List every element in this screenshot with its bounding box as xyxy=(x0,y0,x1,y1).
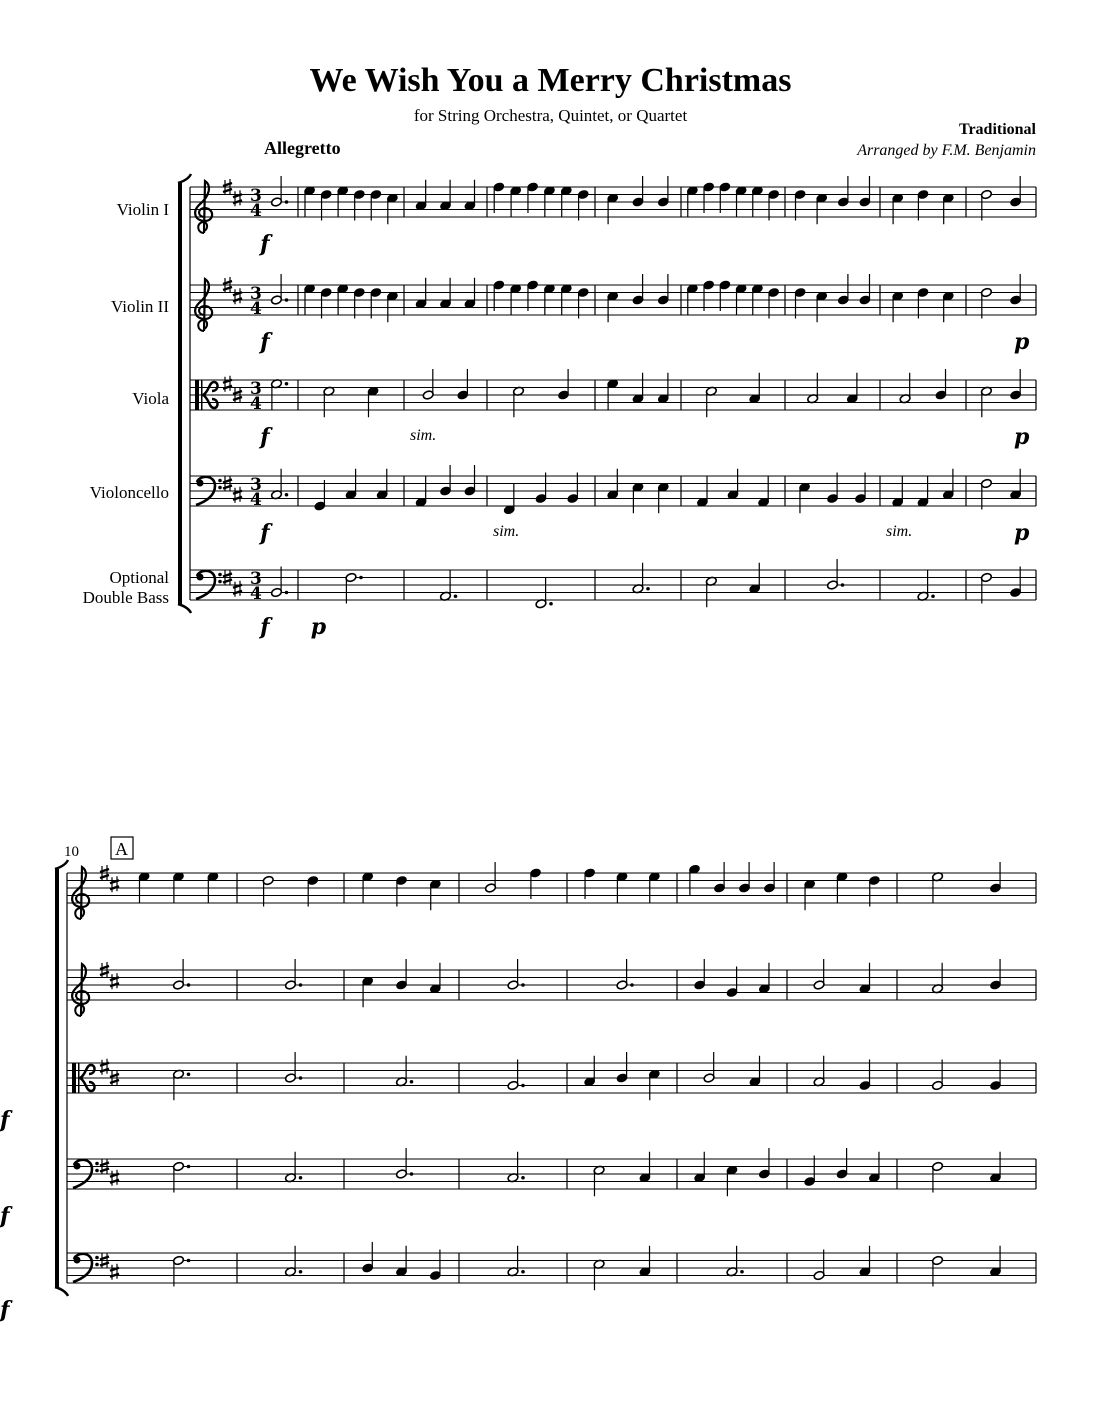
system-1-staff-4 xyxy=(190,570,1036,600)
system-2-dot-s2-m0 xyxy=(187,1072,191,1076)
system-1-note-s2-m1-0 xyxy=(323,386,335,417)
system-1-note-s4-m8-1 xyxy=(1010,567,1022,598)
system-2-note-s4-m2-2 xyxy=(429,1250,441,1281)
system-1-note-s3-m4-1 xyxy=(632,482,644,513)
system-1-key-sharp-f-2 xyxy=(223,376,232,392)
system-1-note-s3-m1-1 xyxy=(345,469,357,500)
system-2-note-s0-m4-2 xyxy=(648,872,660,903)
system-1-note-s1-m1-5 xyxy=(386,291,398,322)
system-1-dynamic-4: p xyxy=(1014,424,1030,450)
system-2-dot-s3-m0 xyxy=(187,1165,191,1169)
system-2-note-s0-m2-0 xyxy=(362,872,374,903)
system-1-bracket xyxy=(178,174,191,613)
system-2-dynamic-1: f xyxy=(0,1203,10,1229)
system-1-note-s0-m1-3 xyxy=(353,189,365,220)
system-1-note-s1-m3-5 xyxy=(577,287,589,318)
system-2-note-s4-m3-0 xyxy=(507,1246,519,1277)
system-2-dynamic-0: f xyxy=(0,1107,10,1133)
system-2-note-s0-m5-1 xyxy=(714,862,726,893)
system-1-note-s4-m6-0 xyxy=(827,559,839,590)
system-1-note-s0-m2-1 xyxy=(440,180,452,211)
system-1-dot-s3-m0 xyxy=(285,493,289,497)
system-2-note-s2-m4-2 xyxy=(648,1069,660,1100)
system-1-time-sig-bottom-0: 4 xyxy=(250,201,262,221)
system-2-note-s4-m6-0 xyxy=(813,1250,825,1281)
instrument-label-violoncello: Violoncello xyxy=(89,483,169,502)
system-1-note-s1-m1-2 xyxy=(337,284,349,315)
system-1-note-s1-m2-2 xyxy=(464,278,476,309)
system-2-staff-4 xyxy=(67,1253,1036,1283)
system-1-note-s0-m3-3 xyxy=(544,186,556,217)
system-2-note-s2-m6-0 xyxy=(813,1056,825,1087)
system-2-clef-1 xyxy=(72,964,89,1016)
system-2-note-s1-m6-0 xyxy=(813,959,825,990)
system-1-dot-s4-m4 xyxy=(646,587,650,591)
system-1-note-s1-m6-1 xyxy=(816,291,828,322)
system-1-note-s1-m1-4 xyxy=(370,287,382,318)
system-1-note-s1-m3-0 xyxy=(493,280,505,311)
system-1-note-s2-m8-1 xyxy=(1010,369,1022,400)
system-1-note-s0-m5-2 xyxy=(719,182,731,213)
system-1-note-s3-m3-0 xyxy=(503,484,515,515)
system-2-note-s3-m1-0 xyxy=(285,1152,297,1183)
system-1-note-s0-m5-3 xyxy=(735,186,747,217)
system-2-dot-s1-m3 xyxy=(521,983,525,987)
system-2-note-s2-m2-0 xyxy=(396,1056,408,1087)
system-2-key-sharp-c-3 xyxy=(110,1170,119,1186)
system-2-dot-s3-m3 xyxy=(521,1176,525,1180)
system-1-note-s4-m5-1 xyxy=(749,563,761,594)
system-1-note-s2-m3-0 xyxy=(513,386,525,417)
system-2-note-s0-m2-1 xyxy=(396,875,408,906)
system-2-note-s1-m2-1 xyxy=(396,959,408,990)
system-1-note-s0-m6-0 xyxy=(794,189,806,220)
system-1-note-s1-m7-2 xyxy=(942,291,954,322)
system-1-note-s4-m1-0 xyxy=(345,572,357,603)
system-2-clef-0 xyxy=(72,867,89,919)
system-1-note-s0-m1-2 xyxy=(337,186,349,217)
system-2-note-s0-m0-2 xyxy=(207,872,219,903)
system-1-note-s1-m5-5 xyxy=(768,287,780,318)
system-1-note-s1-m0-0 xyxy=(271,274,283,305)
system-2-note-s2-m1-0 xyxy=(285,1052,297,1083)
system-2-note-s2-m7-1 xyxy=(990,1060,1002,1091)
system-1-note-s0-m6-2 xyxy=(837,176,849,207)
system-1-note-s3-m6-0 xyxy=(799,482,811,513)
system-1-note-s0-m3-0 xyxy=(493,182,505,213)
instrument-label-double-bass-line2: Double Bass xyxy=(82,588,169,607)
system-1-note-s0-m3-2 xyxy=(527,182,539,213)
system-2-note-s1-m2-0 xyxy=(362,976,374,1007)
system-1-note-s1-m4-2 xyxy=(657,274,669,305)
system-1-note-s0-m7-2 xyxy=(942,193,954,224)
system-1-note-s1-m5-3 xyxy=(735,284,747,315)
measure-number-10: 10 xyxy=(64,844,79,860)
system-2-dynamic-2: f xyxy=(0,1297,10,1323)
system-1-note-s0-m1-1 xyxy=(320,189,332,220)
system-2-dot-s1-m4 xyxy=(630,983,634,987)
system-2-note-s0-m0-0 xyxy=(138,872,150,903)
system-2-note-s4-m7-0 xyxy=(932,1255,944,1286)
system-1-note-s2-m4-1 xyxy=(632,373,644,404)
system-1-note-s3-m8-0 xyxy=(980,478,992,509)
system-2-note-s4-m6-1 xyxy=(859,1246,871,1277)
system-1-note-s1-m4-0 xyxy=(607,291,619,322)
tempo-marking: Allegretto xyxy=(264,138,341,158)
system-1-note-s0-m8-1 xyxy=(1010,176,1022,207)
system-2-note-s0-m5-3 xyxy=(764,862,776,893)
system-2-note-s0-m3-0 xyxy=(485,862,497,893)
system-1-note-s0-m7-0 xyxy=(892,193,904,224)
system-1-dynamic-2: p xyxy=(1014,329,1030,355)
system-2-note-s3-m5-1 xyxy=(726,1165,738,1196)
system-2-dot-s2-m1 xyxy=(299,1076,303,1080)
system-1-note-s0-m5-0 xyxy=(686,186,698,217)
system-1-key-sharp-c-0 xyxy=(233,190,242,206)
system-1-note-s0-m3-4 xyxy=(560,186,572,217)
system-2-dot-s2-m2 xyxy=(410,1080,414,1084)
rehearsal-mark-box xyxy=(111,837,133,859)
system-2-note-s1-m6-1 xyxy=(859,963,871,994)
system-1-dot-s4-m0 xyxy=(285,591,289,595)
system-1-note-s0-m8-0 xyxy=(980,189,992,220)
instrument-label-double-bass-line1: Optional xyxy=(109,568,169,587)
system-1-note-s2-m4-2 xyxy=(657,373,669,404)
system-2-note-s3-m6-1 xyxy=(836,1148,848,1179)
system-2-note-s0-m3-1 xyxy=(530,868,542,899)
system-1-note-s2-m8-0 xyxy=(980,386,992,417)
system-1-note-s0-m1-4 xyxy=(370,189,382,220)
system-1-note-s3-m3-2 xyxy=(567,473,579,504)
arranger-credit: Arranged by F.M. Benjamin xyxy=(857,142,1036,159)
system-2-note-s3-m7-0 xyxy=(932,1161,944,1192)
system-2-note-s0-m5-2 xyxy=(739,862,751,893)
system-2-note-s4-m1-0 xyxy=(285,1246,297,1277)
system-2-note-s1-m3-0 xyxy=(507,959,519,990)
system-2-note-s4-m4-0 xyxy=(593,1259,605,1290)
system-2-note-s0-m1-1 xyxy=(307,875,319,906)
system-1-note-s2-m5-0 xyxy=(705,386,717,417)
system-1-note-s0-m1-0 xyxy=(304,186,316,217)
system-2-note-s3-m6-2 xyxy=(868,1152,880,1183)
system-2-note-s2-m6-1 xyxy=(859,1060,871,1091)
system-1-note-s1-m3-4 xyxy=(560,284,572,315)
system-2-staff-2 xyxy=(67,1063,1036,1093)
system-2-note-s2-m5-0 xyxy=(703,1052,715,1083)
system-1-note-s1-m3-1 xyxy=(510,284,522,315)
system-1-note-s1-m5-1 xyxy=(703,280,715,311)
system-1-note-s2-m0-0 xyxy=(271,379,283,410)
system-2-note-s3-m0-0 xyxy=(173,1161,185,1192)
system-1-note-s1-m6-3 xyxy=(859,274,871,305)
system-1-clef-0 xyxy=(195,181,212,233)
system-2-note-s4-m0-0 xyxy=(173,1255,185,1286)
system-1-note-s3-m7-2 xyxy=(942,469,954,500)
system-1-note-s2-m7-0 xyxy=(899,373,911,404)
instrument-label-viola: Viola xyxy=(132,389,169,408)
system-1-note-s0-m6-3 xyxy=(859,176,871,207)
system-1-note-s2-m4-0 xyxy=(607,379,619,410)
score-subtitle: for String Orchestra, Quintet, or Quartet xyxy=(413,106,688,125)
system-2-key-sharp-c-1 xyxy=(110,973,119,989)
system-1-note-s0-m1-5 xyxy=(386,193,398,224)
system-1-note-s1-m3-2 xyxy=(527,280,539,311)
system-1-expression-2: sim. xyxy=(886,523,913,540)
system-1-note-s1-m8-1 xyxy=(1010,274,1022,305)
score-title: We Wish You a Merry Christmas xyxy=(309,62,792,99)
system-2-note-s1-m4-0 xyxy=(616,959,628,990)
system-1-note-s1-m3-3 xyxy=(544,284,556,315)
system-1-note-s4-m4-0 xyxy=(632,563,644,594)
composer-credit: Traditional xyxy=(958,121,1036,138)
system-2-key-sharp-f-2 xyxy=(100,1059,109,1075)
system-1-note-s2-m2-1 xyxy=(457,369,469,400)
system-2-note-s0-m6-0 xyxy=(804,879,816,910)
system-2-note-s2-m5-1 xyxy=(749,1056,761,1087)
system-2-note-s1-m5-1 xyxy=(726,967,738,998)
system-1-note-s3-m8-1 xyxy=(1010,469,1022,500)
system-2-dot-s4-m3 xyxy=(521,1270,525,1274)
system-2-note-s2-m0-0 xyxy=(173,1069,185,1100)
system-1-note-s1-m5-4 xyxy=(751,284,763,315)
system-1-note-s3-m0-0 xyxy=(271,469,283,500)
system-1-note-s3-m1-2 xyxy=(376,469,388,500)
system-1-note-s1-m7-0 xyxy=(892,291,904,322)
system-2-note-s3-m7-1 xyxy=(990,1152,1002,1183)
system-1-dot-s0-m0 xyxy=(285,200,289,204)
system-1-note-s3-m7-0 xyxy=(892,476,904,507)
system-1-note-s1-m6-0 xyxy=(794,287,806,318)
system-1-note-s2-m6-1 xyxy=(846,373,858,404)
system-2-note-s3-m3-0 xyxy=(507,1152,519,1183)
instrument-label-violin-1: Violin I xyxy=(116,200,169,219)
system-2-dot-s1-m0 xyxy=(187,983,191,987)
system-1-note-s0-m7-1 xyxy=(917,189,929,220)
system-2-note-s3-m4-1 xyxy=(639,1152,651,1183)
system-2-note-s4-m2-0 xyxy=(362,1242,374,1273)
system-2-note-s1-m2-2 xyxy=(429,963,441,994)
system-1-dot-s4-m2 xyxy=(454,594,458,598)
system-1-note-s0-m6-1 xyxy=(816,193,828,224)
system-1-dynamic-0: f xyxy=(260,231,270,257)
system-1-note-s1-m1-3 xyxy=(353,287,365,318)
system-2-staff-3 xyxy=(67,1159,1036,1189)
system-1-dynamic-8: p xyxy=(310,614,327,640)
system-2-bracket xyxy=(55,860,68,1296)
system-2-dot-s4-m1 xyxy=(299,1270,303,1274)
system-2-note-s3-m5-2 xyxy=(758,1148,770,1179)
system-2-key-sharp-c-0 xyxy=(110,876,119,892)
system-2-dot-s4-m0 xyxy=(187,1259,191,1263)
system-1-clef-1 xyxy=(195,279,212,331)
system-1-note-s1-m5-0 xyxy=(686,284,698,315)
system-1-note-s1-m6-2 xyxy=(837,274,849,305)
system-2-note-s4-m2-1 xyxy=(396,1246,408,1277)
system-1-note-s0-m2-2 xyxy=(464,180,476,211)
system-2-note-s3-m6-0 xyxy=(804,1156,816,1187)
system-1-expression-1: sim. xyxy=(493,523,520,540)
system-2-note-s0-m6-2 xyxy=(868,875,880,906)
system-1-note-s2-m3-1 xyxy=(558,369,570,400)
system-1-note-s1-m2-1 xyxy=(440,278,452,309)
system-2-note-s1-m5-2 xyxy=(758,963,770,994)
system-2-note-s0-m2-2 xyxy=(429,879,441,910)
system-1-note-s4-m2-0 xyxy=(440,570,452,601)
system-1-dot-s4-m3 xyxy=(549,602,553,606)
system-1-dynamic-6: p xyxy=(1014,520,1030,546)
system-2-dot-s3-m2 xyxy=(410,1172,414,1176)
system-2-note-s0-m0-1 xyxy=(173,872,185,903)
system-1-dot-s2-m0 xyxy=(285,382,289,386)
system-1-note-s4-m3-0 xyxy=(535,578,547,609)
system-1-key-sharp-c-4 xyxy=(233,581,242,597)
system-1-dynamic-3: f xyxy=(260,424,270,450)
system-2-note-s1-m7-1 xyxy=(990,959,1002,990)
system-1-note-s0-m5-5 xyxy=(768,189,780,220)
system-1-note-s3-m6-1 xyxy=(827,473,839,504)
system-1-note-s3-m5-1 xyxy=(727,469,739,500)
system-2-note-s3-m2-0 xyxy=(396,1148,408,1179)
system-1-note-s3-m5-2 xyxy=(758,476,770,507)
system-1-note-s0-m4-0 xyxy=(607,193,619,224)
system-1-note-s1-m5-2 xyxy=(719,280,731,311)
system-1-expression-0: sim. xyxy=(410,427,437,444)
system-2-staff-1 xyxy=(67,970,1036,1000)
system-2-note-s0-m4-1 xyxy=(616,872,628,903)
system-2-note-s0-m7-0 xyxy=(932,872,944,903)
system-2-note-s2-m4-0 xyxy=(584,1056,596,1087)
system-1-time-sig-top-0: 3 xyxy=(250,186,262,206)
system-1-note-s2-m5-1 xyxy=(749,373,761,404)
system-2-note-s4-m5-0 xyxy=(726,1246,738,1277)
system-1-dot-s4-m7 xyxy=(931,594,935,598)
system-1-note-s1-m1-0 xyxy=(304,284,316,315)
system-1-note-s1-m8-0 xyxy=(980,287,992,318)
system-1-note-s0-m4-2 xyxy=(657,176,669,207)
system-2-note-s4-m7-1 xyxy=(990,1246,1002,1277)
system-2-note-s4-m4-1 xyxy=(639,1246,651,1277)
system-2-note-s3-m4-0 xyxy=(593,1165,605,1196)
system-2-note-s0-m7-1 xyxy=(990,862,1002,893)
system-2-note-s1-m0-0 xyxy=(173,959,185,990)
system-1-note-s4-m5-0 xyxy=(705,576,717,607)
system-1-note-s3-m4-2 xyxy=(657,482,669,513)
system-1-note-s4-m0-0 xyxy=(271,567,283,598)
system-1-note-s3-m2-2 xyxy=(464,465,476,496)
system-2-dot-s1-m1 xyxy=(299,983,303,987)
system-2-dot-s3-m1 xyxy=(299,1176,303,1180)
system-1-dynamic-5: f xyxy=(260,520,270,546)
system-1-note-s3-m1-0 xyxy=(314,480,326,511)
system-1-note-s2-m6-0 xyxy=(807,373,819,404)
system-1-note-s2-m1-1 xyxy=(367,386,379,417)
system-2-note-s1-m1-0 xyxy=(285,959,297,990)
system-1-note-s1-m4-1 xyxy=(632,274,644,305)
system-1-key-sharp-c-1 xyxy=(233,288,242,304)
system-2-note-s3-m5-0 xyxy=(694,1152,706,1183)
system-1-note-s3-m5-0 xyxy=(696,476,708,507)
system-1-note-s3-m6-2 xyxy=(855,473,867,504)
system-1-time-sig-bottom-2: 4 xyxy=(250,394,262,414)
system-2-note-s0-m5-0 xyxy=(689,864,701,895)
system-2-note-s1-m5-0 xyxy=(694,959,706,990)
system-1-note-s0-m4-1 xyxy=(632,176,644,207)
system-1-note-s2-m7-1 xyxy=(935,369,947,400)
instrument-label-violin-2: Violin II xyxy=(111,297,169,316)
system-1-note-s3-m7-1 xyxy=(917,476,929,507)
system-2-dot-s4-m5 xyxy=(740,1270,744,1274)
system-1-note-s0-m0-0 xyxy=(271,176,283,207)
system-1-note-s3-m4-0 xyxy=(607,469,619,500)
system-1-dynamic-1: f xyxy=(260,329,270,355)
system-1-note-s3-m3-1 xyxy=(535,473,547,504)
system-1-dynamic-7: f xyxy=(260,614,270,640)
system-1-note-s0-m5-1 xyxy=(703,182,715,213)
system-1-dot-s1-m0 xyxy=(285,298,289,302)
system-1-note-s3-m2-0 xyxy=(415,476,427,507)
rehearsal-mark-label: A xyxy=(115,839,128,859)
system-2-key-sharp-c-4 xyxy=(110,1264,119,1280)
system-1-note-s2-m2-0 xyxy=(422,369,434,400)
system-1-dot-s4-m6 xyxy=(841,583,845,587)
system-1-note-s0-m2-0 xyxy=(415,180,427,211)
system-2-note-s1-m7-0 xyxy=(932,963,944,994)
system-1-note-s1-m1-1 xyxy=(320,287,332,318)
system-1-note-s3-m2-1 xyxy=(440,465,452,496)
system-2-note-s2-m7-0 xyxy=(932,1060,944,1091)
system-1-time-sig-top-2: 3 xyxy=(250,379,262,399)
system-2-note-s0-m4-0 xyxy=(584,868,596,899)
system-1-time-sig-bottom-4: 4 xyxy=(250,584,262,604)
system-1-time-sig-bottom-3: 4 xyxy=(250,490,262,510)
system-1-note-s4-m7-0 xyxy=(917,570,929,601)
system-1-time-sig-top-4: 3 xyxy=(250,569,262,589)
system-2-dot-s2-m3 xyxy=(521,1084,525,1088)
system-1-note-s0-m3-1 xyxy=(510,186,522,217)
system-2-note-s2-m3-0 xyxy=(507,1060,519,1091)
system-2-note-s0-m6-1 xyxy=(836,872,848,903)
system-1-dot-s4-m1 xyxy=(359,576,363,580)
system-1-key-sharp-c-3 xyxy=(233,487,242,503)
system-1-note-s1-m2-0 xyxy=(415,278,427,309)
system-1-time-sig-bottom-1: 4 xyxy=(250,299,262,319)
system-1-note-s0-m5-4 xyxy=(751,186,763,217)
system-1-note-s4-m8-0 xyxy=(980,572,992,603)
system-1-time-sig-top-3: 3 xyxy=(250,475,262,495)
system-1-note-s0-m3-5 xyxy=(577,189,589,220)
system-1-time-sig-top-1: 3 xyxy=(250,284,262,304)
system-2-note-s0-m1-0 xyxy=(262,875,274,906)
system-1-note-s1-m7-1 xyxy=(917,287,929,318)
system-2-note-s2-m4-1 xyxy=(616,1052,628,1083)
